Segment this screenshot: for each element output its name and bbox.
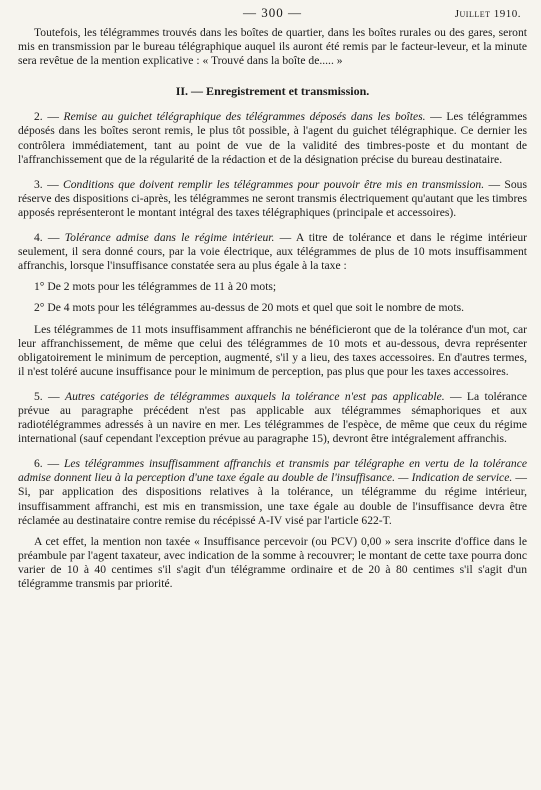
paragraph-4 <box>18 231 527 273</box>
paragraph-2 <box>18 110 527 166</box>
paragraph-3-lead: Conditions que doivent remplir les télégrammes pour pouvoir être mis en transmission. <box>63 177 485 191</box>
section-title: II. — Enregistrement et transmission. <box>175 84 370 99</box>
paragraph-3-number: 3. — <box>34 177 64 191</box>
paragraph-5 <box>18 390 527 446</box>
paragraph-4-text: — A titre de tolérance et dans le régime intérieur seulement, il sera donné cours, par la voie électrique, aux télégrammes de plus de 10 mots insuffisamment affranchis, lorsque l'insuffisance constatée sera au plus égale à la taxe : <box>18 231 527 273</box>
page-number: — 300 — <box>243 5 302 20</box>
header-date: Juillet 1910. <box>454 8 521 20</box>
list-item: 1° De 2 mots pour les télégrammes de 11 à 20 mots; <box>34 280 277 294</box>
paragraph-5-number: 5. — <box>34 389 65 403</box>
paragraph-5-text: — La tolérance prévue au paragraphe précédent n'est pas applicable aux télégrammes sémaphoriques et aux radiotélégrammes adressés à un navire en mer. Les télégrammes de l'espèce, de même que ceux du régime international (sauf cependant l'exception prévue au paragraphe 15), devront être intégralement affranchis. <box>18 389 527 446</box>
paragraph-6 <box>18 457 527 527</box>
paragraph-6-text: — Si, par application des dispositions relatives à la tolérance, un télégramme du régime intérieur, insuffisamment affranchi, est mis en transmission, une taxe égale au double de l'insuffisance devra être réclamée au destinataire contre remise du récépissé A-IV visé par l'article 622-T. <box>18 471 528 527</box>
paragraph-2-lead: Remise au guichet télégraphique des télégrammes déposés dans les boîtes. <box>63 110 426 124</box>
paragraph-6-number: 6. — <box>34 457 64 471</box>
paragraph-4-number: 4. — <box>34 231 65 245</box>
paragraph-3-text: — Sous réserve des dispositions ci-après, les télégrammes ne seront transmis électriquement qu'autant que les timbres apposés représenteront le montant intégral des taxes télégraphiques (principale et accessoires). <box>18 177 527 219</box>
paragraph-4-lead: Tolérance admise dans le régime intérieur. <box>64 231 275 245</box>
paragraph-6-continued: A cet effet, la mention non taxée « Insuffisance percevoir (ou PCV) 0,00 » sera inscrite d'office dans le préambule par l'agent taxateur, avec indication de la somme à recouvrer; le montant de cette taxe pourra donc varier de 10 à 40 centimes s'il s'agit d'un télégramme ordinaire et de 20 à 80 centimes s'il s'agit d'un télégramme transmis par priorité. <box>18 534 527 590</box>
paragraph-5-lead: Autres catégories de télégrammes auxquels la tolérance n'est pas applicable. <box>65 389 445 403</box>
paragraph-3 <box>18 178 527 220</box>
paragraph-4-continued: Les télégrammes de 11 mots insuffisamment affranchis ne bénéficieront que de la tolérance d'un mot, car leur affranchissement, de même que celui des télégrammes de 10 mots et au-dessous, devra représenter obligatoirement le minimum de perception, augmenté, s'il y a lieu, des taxes accessoires. En d'autres termes, il n'est toléré aucune insuffisance pour le minimum de perception, pas plus que pour les taxes accessoires. <box>18 322 527 378</box>
page-header <box>18 6 527 26</box>
intro-paragraph: Toutefois, les télégrammes trouvés dans les boîtes de quartier, dans les boîtes rurales ou des gares, seront mis en transmission par le bureau télégraphique auquel ils auront été remis par le facteur-leveur, et la minute sera revêtue de la mention explicative : « Trouvé dans la boîte de..... » <box>18 26 527 68</box>
list-item: 2° De 4 mots pour les télégrammes au-dessus de 20 mots et quel que soit le nombre de mots. <box>34 301 464 315</box>
paragraph-6-lead: Les télégrammes insuffisamment affranchis et transmis par télégraphe en vertu de la tolérance admise donnent lieu à la perception d'une taxe égale au double de l'insuffisance. — Indication de service. <box>18 457 527 485</box>
paragraph-2-number: 2. — <box>34 110 64 124</box>
paragraph-2-text: — Les télégrammes déposés dans les boîtes seront remis, le plus tôt possible, à l'agent du guichet télégraphique. Ce dernier les contrôlera immédiatement, tant au point de vue de la validité des timbres-poste et du montant de l'affranchissement que de la régularité de la rédaction et de la désignation précise du bureau destinataire. <box>18 110 527 166</box>
